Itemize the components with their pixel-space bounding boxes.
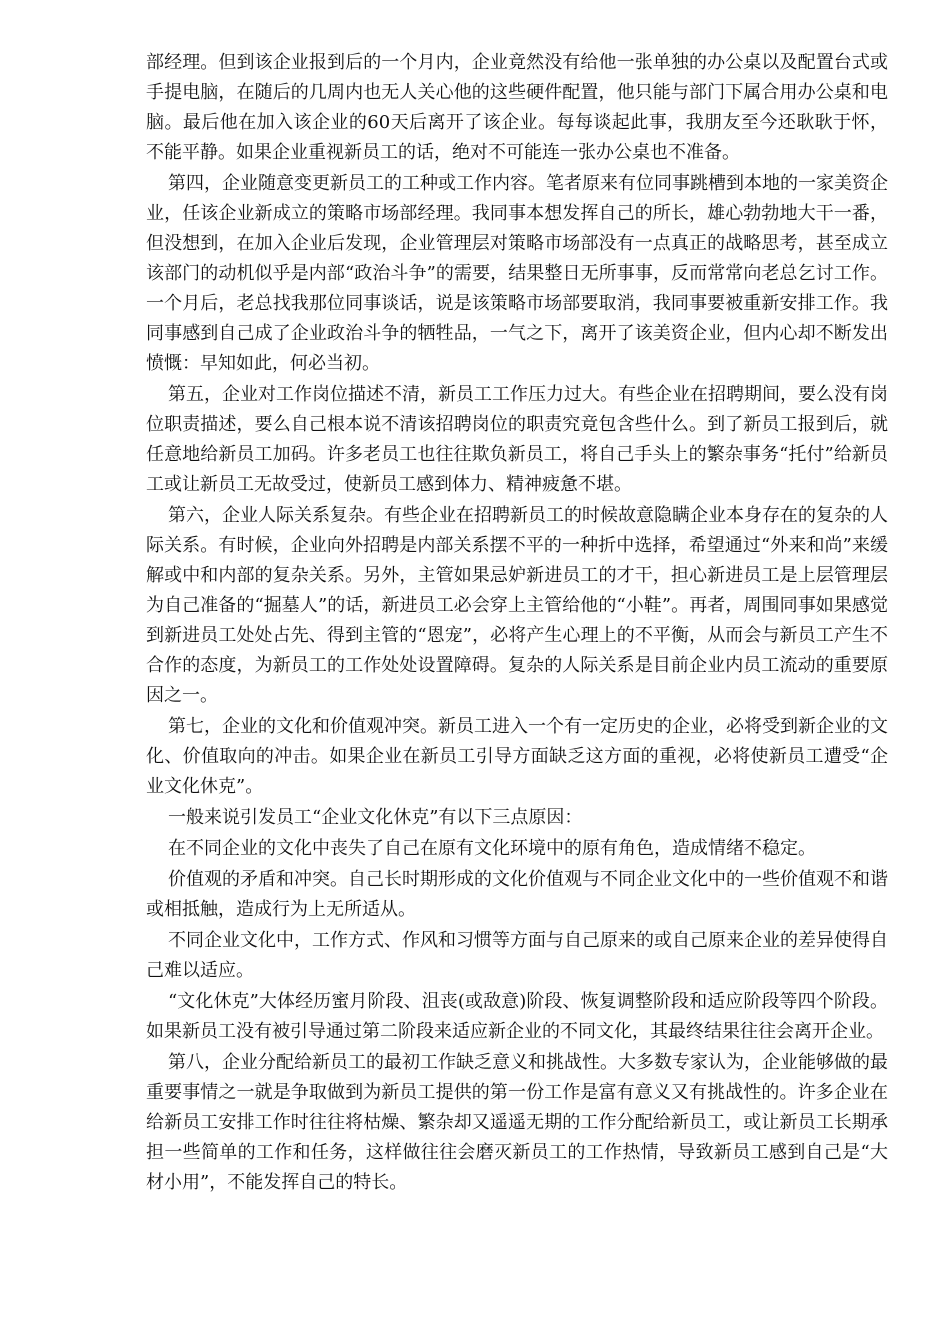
paragraph-11: 第八，企业分配给新员工的最初工作缺乏意义和挑战性。大多数专家认为，企业能够做的最重要事情之一就是争取做到为新员工提供的第一份工作是富有意义又有挑战性的。许多企业在给新员工安排工作时往往将枯燥、繁杂却又遥遥无期的工作分配给新员工，或让新员工长期承担一些简单的工作和任务，这样做往往会磨灭新员工的工作热情，导致新员工感到自己是“大材小用”，不能发挥自己的特长。 [146,1052,888,1193]
paragraph-5: 第七，企业的文化和价值观冲突。新员工进入一个有一定历史的企业，必将受到新企业的文化、价值取向的冲击。如果企业在新员工引导方面缺乏这方面的重视，必将使新员工遭受“企业文化休克”。 [146,716,888,797]
paragraph-6: 一般来说引发员工“企业文化休克”有以下三点原因： [168,807,583,828]
document-body [146,48,888,1199]
paragraph-2: 第四，企业随意变更新员工的工种或工作内容。笔者原来有位同事跳槽到本地的一家美资企业，任该企业新成立的策略市场部经理。我同事本想发挥自己的所长，雄心勃勃地大干一番，但没想到，在加入企业后发现，企业管理层对策略市场部没有一点真正的战略思考，甚至成立该部门的动机似乎是内部“政治斗争”的需要，结果整日无所事事，反而常常向老总乞讨工作。一个月后，老总找我那位同事谈话，说是该策略市场部要取消，我同事要被重新安排工作。我同事感到自己成了企业政治斗争的牺牲品，一气之下，离开了该美资企业，但内心却不断发出愤慨：早知如此，何必当初。 [146,173,888,374]
paragraph-7: 在不同企业的文化中丧失了自己在原有文化环境中的原有角色，造成情绪不稳定。 [168,838,816,859]
paragraph-9: 不同企业文化中，工作方式、作风和习惯等方面与自己原来的或自己原来企业的差异使得自己难以适应。 [146,930,888,981]
paragraph-10: “文化休克”大体经历蜜月阶段、沮丧(或敌意)阶段、恢复调整阶段和适应阶段等四个阶段。如果新员工没有被引导通过第二阶段来适应新企业的不同文化，其最终结果往往会离开企业。 [146,991,888,1042]
paragraph-8: 价值观的矛盾和冲突。自己长时期形成的文化价值观与不同企业文化中的一些价值观不和谐或相抵触，造成行为上无所适从。 [146,869,888,920]
paragraph-1: 部经理。但到该企业报到后的一个月内，企业竟然没有给他一张单独的办公桌以及配置台式或手提电脑，在随后的几周内也无人关心他的这些硬件配置，他只能与部门下属合用办公桌和电脑。最后他在加入该企业的60天后离开了该企业。每每谈起此事，我朋友至今还耿耿于怀，不能平静。如果企业重视新员工的话，绝对不可能连一张办公桌也不准备。 [146,52,888,163]
paragraph-3: 第五，企业对工作岗位描述不清，新员工工作压力过大。有些企业在招聘期间，要么没有岗位职责描述，要么自己根本说不清该招聘岗位的职责究竟包含些什么。到了新员工报到后，就任意地给新员工加码。许多老员工也往往欺负新员工，将自己手头上的繁杂事务“托付”给新员工或让新员工无故受过，使新员工感到体力、精神疲惫不堪。 [146,384,888,495]
paragraph-4: 第六，企业人际关系复杂。有些企业在招聘新员工的时候故意隐瞒企业本身存在的复杂的人际关系。有时候，企业向外招聘是内部关系摆不平的一种折中选择，希望通过“外来和尚”来缓解或中和内部的复杂关系。另外，主管如果忌妒新进员工的才干，担心新进员工是上层管理层为自己准备的“掘墓人”的话，新进员工必会穿上主管给他的“小鞋”。再者，周围同事如果感觉到新进员工处处占先、得到主管的“恩宠”，必将产生心理上的不平衡，从而会与新员工产生不合作的态度，为新员工的工作处处设置障碍。复杂的人际关系是目前企业内员工流动的重要原因之一。 [146,505,888,706]
